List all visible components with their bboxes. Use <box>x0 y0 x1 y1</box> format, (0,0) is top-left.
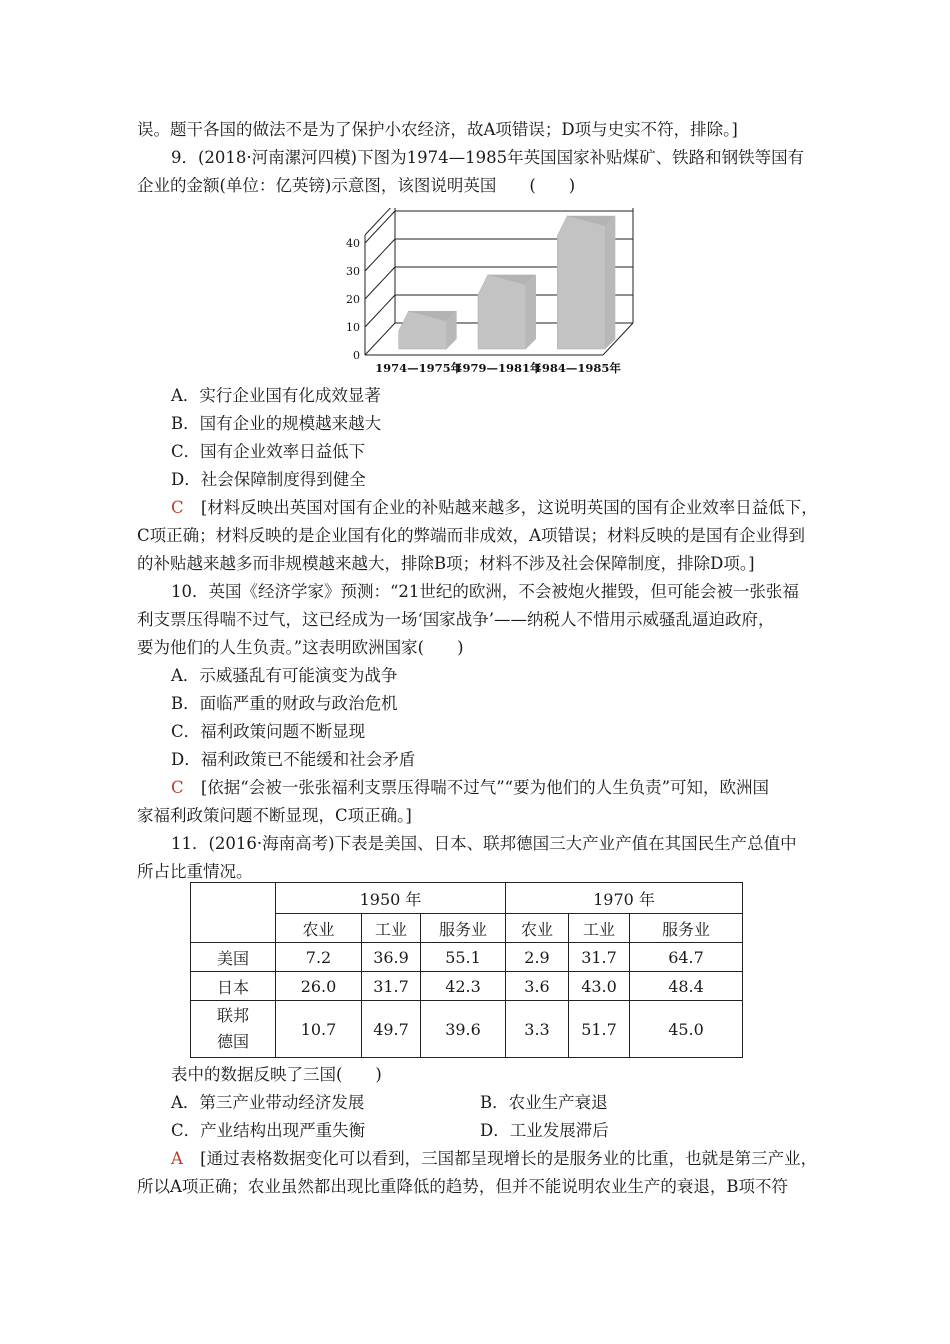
table-cell: 43.0 <box>569 972 630 1001</box>
x-tick-label: 1984—1985年 <box>533 361 621 375</box>
table-sector-header: 农业 <box>276 914 362 943</box>
table-country-cell: 日本 <box>191 972 276 1001</box>
table-cell: 31.7 <box>362 972 421 1001</box>
explanation-text: 家福利政策问题不断显现，C项正确。] <box>137 806 412 825</box>
q9-option-b: B．国有企业的规模越来越大 <box>171 414 382 433</box>
table-header-row <box>191 883 743 914</box>
y-tick-label: 40 <box>346 237 360 250</box>
gridline-side <box>365 323 395 355</box>
table-cell: 49.7 <box>362 1001 421 1058</box>
q10-answer <box>171 774 769 802</box>
q10-option-d: D．福利政策已不能缓和社会矛盾 <box>171 750 416 769</box>
table-sector-header: 服务业 <box>421 914 506 943</box>
table-row <box>191 943 743 972</box>
question-11-stem: 11．(2016·海南高考)下表是美国、日本、联邦德国三大产业产值在其国民生产总值中 <box>171 834 797 853</box>
explanation-text: [材料反映出英国对国有企业的补贴越来越多，这说明英国的国有企业效率日益低下， <box>200 498 818 517</box>
bar-side <box>526 275 536 349</box>
explanation-text: C项正确；材料反映的是企业国有化的弊端而非成效，A项错误；材料反映的是国有企业得到 <box>137 526 806 545</box>
table-sector-header: 农业 <box>506 914 569 943</box>
table-row <box>191 972 743 1001</box>
table-cell: 3.6 <box>506 972 569 1001</box>
explanation-text: [通过表格数据变化可以看到，三国都呈现增长的是服务业的比重，也就是第三产业， <box>200 1149 818 1168</box>
x-tick-label: 1974—1975年 <box>375 361 463 375</box>
q11-option-c: C．产业结构出现严重失衡 <box>171 1121 366 1140</box>
subsidy-bar-chart <box>340 208 640 378</box>
q11-option-b: B．农业生产衰退 <box>480 1093 608 1112</box>
y-tick-label: 30 <box>346 265 360 278</box>
q10-option-c: C．福利政策问题不断显现 <box>171 722 366 741</box>
question-10-stem-cont: 利支票压得喘不过气，这已经成为一场‘国家战争’——纳税人不惜用示威骚乱逼迫政府， <box>137 610 775 629</box>
q11-answer <box>171 1145 817 1173</box>
x-tick-label: 1979—1981年 <box>454 361 542 375</box>
question-10-stem-cont: 要为他们的人生负责。”这表明欧洲国家( ) <box>137 638 464 657</box>
table-cell: 31.7 <box>569 943 630 972</box>
q9-option-a: A．实行企业国有化成效显著 <box>171 386 381 405</box>
text-line: 误。题干各国的做法不是为了保护小农经济，故A项错误；D项与史实不符，排除。] <box>137 120 738 139</box>
industry-share-table <box>190 882 743 1058</box>
country-name-line: 德国 <box>216 1032 249 1051</box>
table-cell: 3.3 <box>506 1001 569 1058</box>
answer-letter: A <box>171 1149 183 1168</box>
table-sector-header: 工业 <box>569 914 630 943</box>
explanation-text: 所以A项正确；农业虽然都出现比重降低的趋势，但并不能说明农业生产的衰退，B项不符 <box>137 1177 789 1196</box>
explanation-text: 的补贴越来越多而非规模越来越大，排除B项；材料不涉及社会保障制度，排除D项。] <box>137 554 755 573</box>
table-cell: 10.7 <box>276 1001 362 1058</box>
table-cell: 2.9 <box>506 943 569 972</box>
bar <box>557 216 605 349</box>
table-cell: 48.4 <box>630 972 743 1001</box>
table-sector-header: 工业 <box>362 914 421 943</box>
q9-option-d: D．社会保障制度得到健全 <box>171 470 366 489</box>
table-cell: 51.7 <box>569 1001 630 1058</box>
y-tick-label: 10 <box>346 321 360 334</box>
table-sector-header: 服务业 <box>630 914 743 943</box>
question-9-stem: 9．(2018·河南漯河四模)下图为1974—1985年英国国家补贴煤矿、铁路和钢铁等国有 <box>171 148 805 167</box>
table-country-cell <box>191 1001 276 1058</box>
q10-option-a: A．示威骚乱有可能演变为战争 <box>171 666 398 685</box>
question-10-stem: 10．英国《经济学家》预测：“21世纪的欧洲，不会被炮火摧毁，但可能会被一张张福 <box>171 582 799 601</box>
table-cell: 42.3 <box>421 972 506 1001</box>
gridline-side <box>365 211 395 243</box>
table-cell: 55.1 <box>421 943 506 972</box>
table-cell: 36.9 <box>362 943 421 972</box>
answer-letter: C <box>171 498 184 517</box>
question-11-prompt: 表中的数据反映了三国( ) <box>171 1065 382 1084</box>
side-wall-top <box>365 208 395 235</box>
question-11-stem-cont: 所占比重情况。 <box>137 862 253 881</box>
q11-option-d: D．工业发展滞后 <box>480 1121 609 1140</box>
q11-option-a: A．第三产业带动经济发展 <box>171 1093 365 1112</box>
table-country-cell: 美国 <box>191 943 276 972</box>
y-tick-label: 0 <box>353 349 360 362</box>
gridline-side <box>365 239 395 271</box>
table-cell: 45.0 <box>630 1001 743 1058</box>
bar <box>478 275 526 349</box>
gridline-side <box>365 295 395 327</box>
table-cell: 26.0 <box>276 972 362 1001</box>
question-9-stem-cont: 企业的金额(单位：亿英镑)示意图，该图说明英国 ( ) <box>137 176 576 195</box>
q9-answer <box>171 494 818 522</box>
table-row <box>191 1001 743 1058</box>
table-cell: 7.2 <box>276 943 362 972</box>
bar-side <box>605 216 615 349</box>
y-tick-label: 20 <box>346 293 360 306</box>
table-cell: 64.7 <box>630 943 743 972</box>
gridline-side <box>365 267 395 299</box>
country-name-line: 联邦 <box>216 1006 249 1025</box>
q9-option-c: C．国有企业效率日益低下 <box>171 442 366 461</box>
table-year-header: 1950 年 <box>276 883 506 914</box>
table-year-header: 1970 年 <box>506 883 743 914</box>
explanation-text: [依据“会被一张张福利支票压得喘不过气”“要为他们的人生负责”可知，欧洲国 <box>200 778 770 797</box>
table-cell: 39.6 <box>421 1001 506 1058</box>
q10-option-b: B．面临严重的财政与政治危机 <box>171 694 398 713</box>
table-corner-cell <box>191 883 276 943</box>
answer-letter: C <box>171 778 184 797</box>
